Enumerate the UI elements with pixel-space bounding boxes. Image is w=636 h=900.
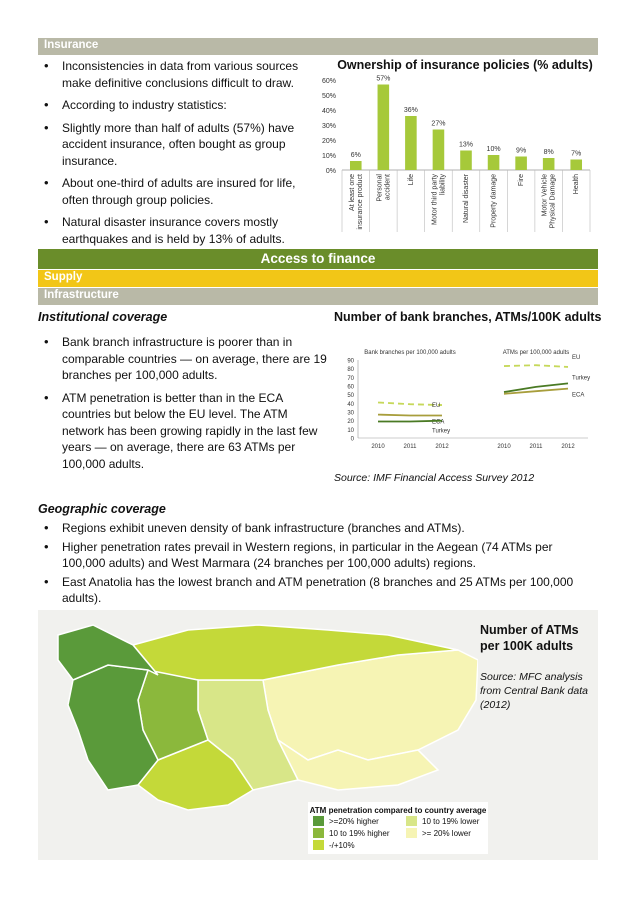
y-tick-label: 50% xyxy=(321,93,336,100)
bank-chart-title: Number of bank branches, ATMs/100K adults xyxy=(334,310,602,324)
y-tick-label: 60% xyxy=(321,78,336,85)
institutional-bullets xyxy=(38,334,328,478)
y-tick-label: 80 xyxy=(347,367,354,374)
x-tick-label: 2012 xyxy=(561,444,575,450)
series-line xyxy=(378,415,442,416)
access-header: Access to finance xyxy=(38,249,598,269)
legend-item xyxy=(313,828,390,838)
institutional-title: Institutional coverage xyxy=(38,310,168,324)
series-line xyxy=(504,365,568,367)
map-title: Number of ATMs per 100K adults xyxy=(480,623,579,653)
series-label: ECA xyxy=(432,419,445,426)
category-label: At least one xyxy=(348,174,356,211)
category-label: liability xyxy=(439,174,447,196)
x-tick-label: 2012 xyxy=(435,444,449,450)
bar xyxy=(460,151,472,171)
legend-item xyxy=(406,828,471,838)
x-tick-label: 2011 xyxy=(403,444,417,450)
category-label: Motor third party xyxy=(431,174,439,225)
x-tick-label: 2010 xyxy=(371,444,385,450)
list-item: • Higher penetration rates prevail in Western regions, in particular in the Aegean (74 ATMs per 100,000 adults) and West Marmara (24 branches per 100,000 adults) regions. xyxy=(38,539,598,572)
category-label: Personal xyxy=(376,174,384,202)
bar xyxy=(405,116,417,170)
insurance-chart-title: Ownership of insurance policies (% adults) xyxy=(337,58,593,72)
supply-header: Supply xyxy=(38,270,598,287)
category-label: Property damage xyxy=(490,174,498,228)
bar xyxy=(570,160,582,171)
list-item: • East Anatolia has the lowest branch and ATM penetration (8 branches and 25 ATMs per 100,000 adults). xyxy=(38,574,598,607)
geographic-title: Geographic coverage xyxy=(38,502,166,516)
y-tick-label: 10% xyxy=(321,153,336,160)
category-label: accident xyxy=(384,174,392,201)
list-item: • Bank branch infrastructure is poorer than in comparable countries — on average, there are 19 branches per 100,000 adults. xyxy=(38,334,328,384)
y-tick-label: 0% xyxy=(325,168,336,175)
insurance-bar-chart xyxy=(300,70,600,240)
map-legend xyxy=(308,802,488,854)
category-label: Fire xyxy=(518,174,526,187)
category-label: Natural disaster xyxy=(463,174,470,224)
category-label: Physical Damage xyxy=(549,174,557,229)
panel-title: Bank branches per 100,000 adults xyxy=(364,350,456,356)
legend-title: ATM penetration compared to country average xyxy=(309,806,487,815)
bar xyxy=(515,157,527,171)
data-label: 36% xyxy=(403,107,418,114)
legend-label: -/+10% xyxy=(329,840,355,850)
data-label: 8% xyxy=(543,149,554,156)
legend-label: 10 to 19% higher xyxy=(329,828,390,838)
series-label: EU xyxy=(432,403,441,410)
bar xyxy=(543,158,555,170)
x-tick-label: 2010 xyxy=(497,444,511,450)
series-label: Turkey xyxy=(432,428,451,435)
legend-label: >=20% higher xyxy=(329,816,379,826)
legend-swatch xyxy=(313,816,324,826)
legend-swatch xyxy=(313,828,324,838)
y-tick-label: 70 xyxy=(347,375,354,382)
legend-item xyxy=(406,816,479,826)
legend-item xyxy=(313,816,379,826)
data-label: 27% xyxy=(431,120,446,128)
bank-line-chart xyxy=(338,344,600,458)
data-label: 7% xyxy=(571,150,582,158)
category-label: insurance product xyxy=(356,174,364,230)
y-tick-label: 10 xyxy=(347,427,354,434)
y-tick-label: 40 xyxy=(347,401,354,408)
panel-title: ATMs per 100,000 adults xyxy=(502,350,570,356)
legend-label: 10 to 19% lower xyxy=(422,816,480,826)
series-line xyxy=(378,421,442,422)
x-tick-label: 2011 xyxy=(529,444,543,450)
data-label: 6% xyxy=(350,152,361,159)
geographic-bullets xyxy=(38,520,598,609)
category-label: Life xyxy=(407,174,415,186)
bar xyxy=(378,85,390,171)
series-label: Turkey xyxy=(572,375,591,382)
bar xyxy=(350,161,362,170)
list-item: • ATM penetration is better than in the ECA countries but below the EU level. The ATM network has been growing rapidly in the last few years — on average, there are 63 ATMs per 100,000 adults. xyxy=(38,390,328,473)
y-tick-label: 50 xyxy=(347,393,354,400)
series-label: EU xyxy=(572,354,581,361)
series-label: ECA xyxy=(572,392,585,399)
insurance-bullets xyxy=(38,58,310,253)
y-tick-label: 30% xyxy=(321,123,336,130)
category-label: Health xyxy=(573,174,581,195)
list-item: • Slightly more than half of adults (57%) have accident insurance, often bought as group insurance. xyxy=(38,120,310,170)
insurance-header: Insurance xyxy=(38,38,598,55)
data-label: 13% xyxy=(458,141,474,149)
y-tick-label: 0 xyxy=(350,436,354,443)
legend-swatch xyxy=(313,840,324,850)
y-tick-label: 30 xyxy=(347,410,354,417)
list-item: • According to industry statistics: xyxy=(38,97,310,114)
list-item: • Inconsistencies in data from various sources make definitive conclusions difficult to draw. xyxy=(38,58,310,91)
y-tick-label: 20 xyxy=(347,419,354,426)
list-item: • Regions exhibit uneven density of bank infrastructure (branches and ATMs). xyxy=(38,520,598,537)
legend-swatch xyxy=(406,816,417,826)
legend-swatch xyxy=(406,828,417,838)
bar xyxy=(433,130,445,171)
list-item: • About one-third of adults are insured for life, often through group policies. xyxy=(38,175,310,208)
category-label: Motor Vehicle xyxy=(541,174,549,217)
bank-chart-source: Source: IMF Financial Access Survey 2012 xyxy=(334,472,535,484)
y-tick-label: 60 xyxy=(347,384,354,391)
y-tick-label: 20% xyxy=(321,138,336,145)
infrastructure-header: Infrastructure xyxy=(38,288,598,305)
legend-label: >= 20% lower xyxy=(422,828,471,838)
list-item: • Natural disaster insurance covers mostly earthquakes and is held by 13% of adults. xyxy=(38,214,310,247)
data-label: 10% xyxy=(486,146,501,153)
bar xyxy=(488,155,500,170)
y-tick-label: 40% xyxy=(321,108,336,115)
map-source: Source: MFC analysis from Central Bank data (2012) xyxy=(480,671,588,711)
legend-item xyxy=(313,840,355,850)
data-label: 57% xyxy=(376,75,391,83)
y-tick-label: 90 xyxy=(347,358,354,365)
data-label: 9% xyxy=(516,147,527,155)
